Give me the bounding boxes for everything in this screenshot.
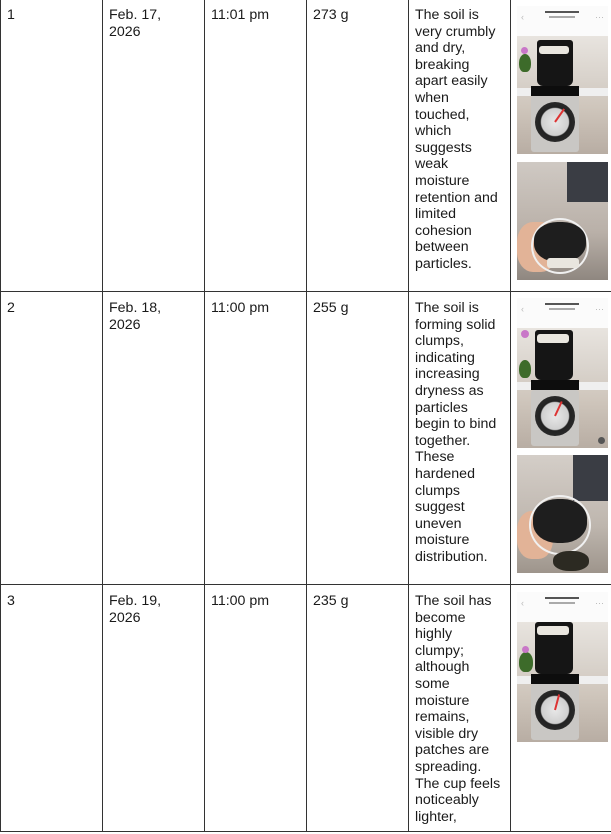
mass-cell: 255 g [313, 300, 349, 316]
observation-line: remains, [415, 709, 470, 726]
observation-line: begin to bind [415, 416, 497, 433]
date-line: 2026 [109, 609, 141, 626]
column-divider [306, 0, 307, 832]
column-divider [102, 0, 103, 832]
observation-line: some [415, 675, 450, 692]
observation-line: The soil has [415, 593, 492, 609]
observation-line: moisture [415, 692, 470, 709]
observation-line: highly [415, 626, 453, 643]
observation-line: moisture [415, 532, 470, 549]
observation-line: moisture [415, 172, 470, 189]
observation-line: clumpy; [415, 642, 464, 659]
scale-photo: ‹ ⋯ [517, 298, 608, 448]
date-line: Feb. 19, [109, 593, 162, 609]
observation-line: clumps [415, 482, 460, 499]
observation-line: very crumbly [415, 23, 496, 40]
observation-line: weak [415, 156, 449, 173]
date-cell [109, 7, 161, 40]
table-border-left [0, 0, 1, 832]
date-line: Feb. 17, [109, 7, 162, 23]
trial-number: 2 [7, 300, 15, 316]
observation-line: distribution. [415, 548, 488, 565]
observation-cell [415, 593, 503, 825]
observation-line: increasing [415, 366, 480, 383]
scale-photo: ‹ ⋯ [517, 6, 608, 154]
observation-line: limited [415, 206, 456, 223]
observation-line: spreading. [415, 758, 482, 775]
observation-line: These [415, 449, 455, 466]
observation-line: apart easily [415, 73, 488, 90]
observation-line: clumps, [415, 333, 464, 350]
observation-line: particles [415, 399, 468, 416]
observation-line: The cup feels [415, 775, 501, 792]
observation-line: dryness as [415, 382, 484, 399]
time-cell: 11:00 pm [211, 300, 270, 316]
observation-line: noticeably [415, 792, 479, 809]
trial-number: 1 [7, 7, 15, 23]
time-cell: 11:00 pm [211, 593, 270, 609]
observation-line: lighter, [415, 808, 457, 825]
observation-line: visible dry [415, 725, 479, 742]
mass-cell: 235 g [313, 593, 349, 609]
column-divider [204, 0, 205, 832]
observation-line: cohesion [415, 222, 472, 239]
mass-cell: 273 g [313, 7, 349, 23]
date-line: 2026 [109, 23, 141, 40]
column-divider [510, 0, 511, 832]
observation-cell [415, 300, 503, 566]
soil-close-up-photo [517, 455, 608, 573]
observation-line: together. [415, 432, 471, 449]
date-line: Feb. 18, [109, 300, 162, 316]
date-cell [109, 593, 161, 626]
column-divider [408, 0, 409, 832]
observation-line: which [415, 123, 452, 140]
observation-line: between [415, 239, 469, 256]
date-cell [109, 300, 161, 333]
observation-line: forming solid [415, 316, 496, 333]
observation-line: indicating [415, 349, 475, 366]
observation-line: retention and [415, 189, 498, 206]
observation-cell [415, 7, 503, 273]
observation-line: when [415, 89, 449, 106]
scale-photo: ‹ ⋯ [517, 592, 608, 742]
observation-line: and dry, [415, 40, 466, 57]
observation-line: hardened [415, 465, 475, 482]
observation-line: suggests [415, 139, 472, 156]
date-line: 2026 [109, 316, 141, 333]
soil-close-up-photo [517, 162, 608, 280]
observation-line: although [415, 659, 470, 676]
observation-line: patches are [415, 742, 490, 759]
observation-line: touched, [415, 106, 470, 123]
observation-line: The soil is [415, 7, 479, 23]
time-cell: 11:01 pm [211, 7, 270, 23]
observation-line: The soil is [415, 300, 479, 316]
table-border-bottom [0, 831, 611, 832]
observation-line: uneven [415, 515, 462, 532]
observation-line: become [415, 609, 466, 626]
observation-line: breaking [415, 56, 470, 73]
observation-line: particles. [415, 255, 472, 272]
observation-line: suggest [415, 499, 465, 516]
row-divider [0, 584, 611, 585]
trial-number: 3 [7, 593, 15, 609]
row-divider [0, 291, 611, 292]
